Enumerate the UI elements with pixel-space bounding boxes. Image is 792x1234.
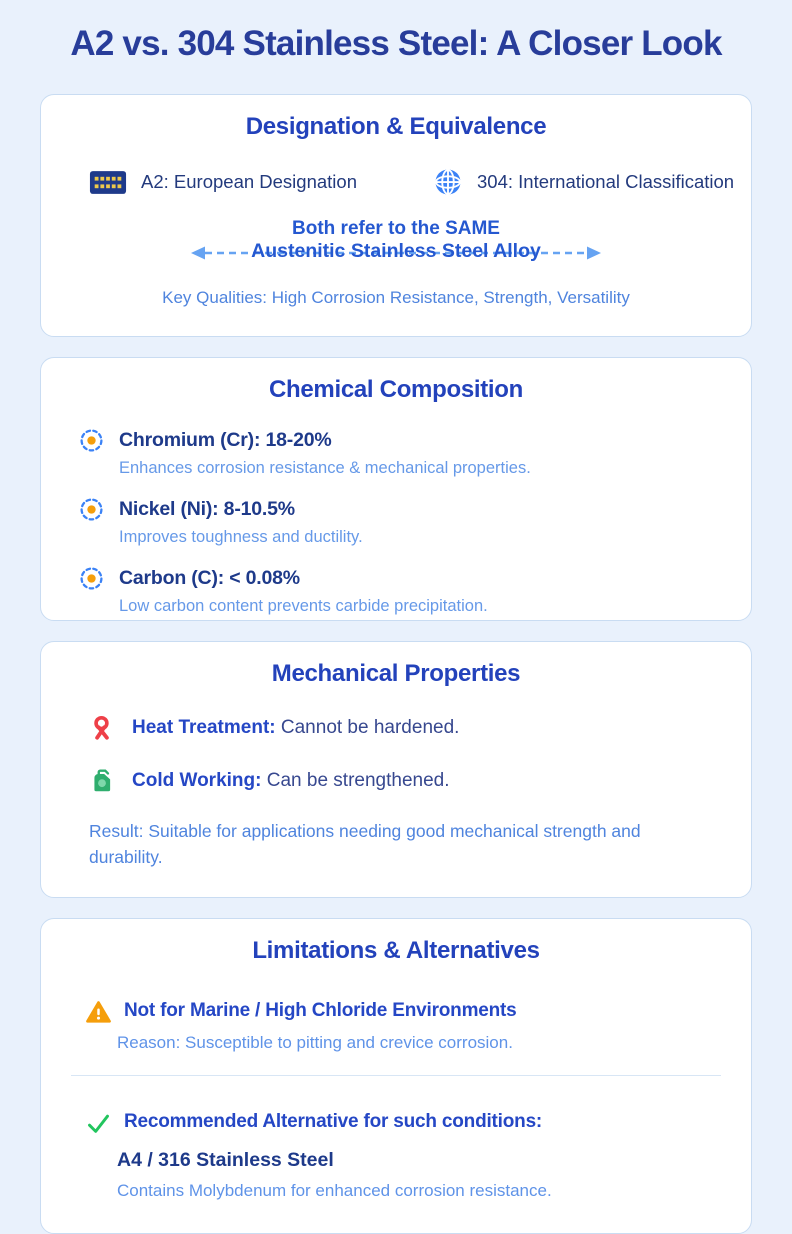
warning-label: Not for Marine / High Chloride Environments <box>124 999 517 1021</box>
alternative-label: Recommended Alternative for such conditions: <box>124 1110 543 1132</box>
atom-icon <box>79 428 104 453</box>
mechanical-item-label: Heat Treatment: <box>132 717 276 739</box>
mechanical-properties-card <box>40 641 752 898</box>
equivalence-line1: Both refer to the SAME <box>292 218 500 239</box>
check-icon <box>85 1110 112 1137</box>
element-description: Improves toughness and ductility. <box>119 528 363 547</box>
atom-icon <box>79 566 104 591</box>
warning-reason: Reason: Susceptible to pitting and crevice corrosion. <box>117 1032 513 1052</box>
iso-304-label: 304: International Classification <box>477 171 735 192</box>
chemical-composition-card <box>40 357 752 621</box>
list-item <box>41 497 751 547</box>
equivalence-statement <box>41 217 751 266</box>
warning-icon <box>85 999 112 1026</box>
element-name: Chromium (Cr): 18-20% <box>119 429 332 452</box>
eu-flag-icon <box>89 169 127 196</box>
card-title-mechanical: Mechanical Properties <box>271 660 521 688</box>
mechanical-item-label: Cold Working: <box>132 770 262 792</box>
cold-press-icon <box>89 768 115 794</box>
alternative-steel-name: A4 / 316 Stainless Steel <box>117 1148 334 1171</box>
warning-row <box>41 999 751 1026</box>
mechanical-item-value: Can be strengthened. <box>266 770 450 792</box>
list-item <box>41 428 751 478</box>
list-item <box>41 768 751 794</box>
alternative-row <box>41 1110 751 1137</box>
element-name: Carbon (C): < 0.08% <box>119 567 300 590</box>
globe-icon <box>433 167 463 197</box>
designation-item-304 <box>433 167 734 197</box>
list-item <box>41 566 751 616</box>
card-title-limitations: Limitations & Alternatives <box>252 936 540 964</box>
mechanical-item-text <box>132 770 450 792</box>
mechanical-result-text: Result: Suitable for applications needing good mechanical strength and durability. <box>89 821 641 868</box>
limitations-alternatives-card <box>40 918 752 1234</box>
atom-icon <box>79 497 104 522</box>
card-title-chemical: Chemical Composition <box>268 376 524 404</box>
mechanical-items-list <box>41 714 751 794</box>
divider <box>71 1075 721 1076</box>
card-title-designation: Designation & Equivalence <box>245 113 547 140</box>
designation-equivalence-card <box>40 94 752 337</box>
designation-item-a2 <box>89 169 433 196</box>
designation-row <box>41 167 751 197</box>
page-title: A2 vs. 304 Stainless Steel: A Closer Look <box>70 24 722 63</box>
a2-designation-label: A2: European Designation <box>141 171 357 192</box>
element-description: Low carbon content prevents carbide precipitation. <box>119 597 488 616</box>
chemical-elements-list <box>41 428 751 616</box>
element-description: Enhances corrosion resistance & mechanical properties. <box>119 459 531 478</box>
mechanical-item-value: Cannot be hardened. <box>280 717 460 739</box>
no-heat-icon <box>89 714 115 742</box>
key-qualities-text: Key Qualities: High Corrosion Resistance, Strength, Versatility <box>162 288 630 308</box>
alternative-description: Contains Molybdenum for enhanced corrosion resistance. <box>117 1180 552 1200</box>
mechanical-item-text <box>132 717 459 739</box>
element-name: Nickel (Ni): 8-10.5% <box>119 498 295 521</box>
equivalence-line2: Austenitic Stainless Steel Alloy <box>251 240 541 263</box>
list-item <box>41 714 751 742</box>
